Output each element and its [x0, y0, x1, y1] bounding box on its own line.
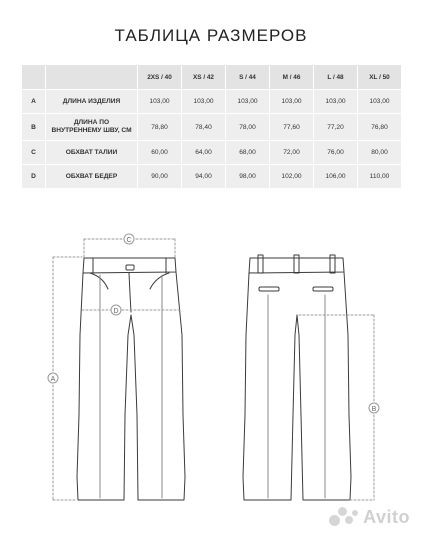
front-fly [129, 273, 131, 312]
table-cell: 78,00 [226, 114, 270, 141]
table-row [22, 90, 402, 114]
table-cell: 94,00 [182, 165, 226, 189]
row-param-name: ДЛИНА ПО ВНУТРЕННЕМУ ШВУ, СМ [46, 114, 138, 141]
row-param-name: ОБХВАТ ТАЛИИ [46, 141, 138, 165]
size-table [22, 65, 402, 189]
size-header: L / 48 [314, 65, 358, 90]
table-row [22, 165, 402, 189]
table-cell: 72,00 [270, 141, 314, 165]
table-cell: 77,60 [270, 114, 314, 141]
table-cell: 103,00 [226, 90, 270, 114]
trousers-diagram [0, 215, 422, 515]
back-pocket-right [313, 287, 333, 291]
front-pocket-left [90, 273, 108, 289]
table-row [22, 114, 402, 141]
header-param-cell [46, 65, 138, 90]
marker-d-label: D [113, 308, 119, 315]
back-outline [243, 272, 351, 500]
row-letter: C [22, 141, 46, 165]
table-cell: 77,20 [314, 114, 358, 141]
table-cell: 76,00 [314, 141, 358, 165]
measure-b [299, 315, 374, 500]
watermark-text: Avito [363, 506, 410, 527]
table-header-row [22, 65, 402, 90]
size-header: M / 46 [270, 65, 314, 90]
table-cell: 103,00 [358, 90, 402, 114]
row-param-name: ДЛИНА ИЗДЕЛИЯ [46, 90, 138, 114]
table-row [22, 141, 402, 165]
row-letter: B [22, 114, 46, 141]
marker-a-label: A [50, 376, 56, 383]
size-header: XL / 50 [358, 65, 402, 90]
table-cell: 103,00 [270, 90, 314, 114]
trousers-back [243, 255, 351, 500]
row-letter: A [22, 90, 46, 114]
table-cell: 98,00 [226, 165, 270, 189]
front-pocket-right [150, 273, 169, 289]
row-param-name: ОБХВАТ БЕДЕР [46, 165, 138, 189]
table-cell: 110,00 [358, 165, 402, 189]
size-header: XS / 42 [182, 65, 226, 90]
table-cell: 64,00 [182, 141, 226, 165]
table-cell: 90,00 [138, 165, 182, 189]
table-cell: 68,00 [226, 141, 270, 165]
size-header: S / 44 [226, 65, 270, 90]
table-cell: 103,00 [182, 90, 226, 114]
table-cell: 80,00 [358, 141, 402, 165]
row-letter: D [22, 165, 46, 189]
table-cell: 78,80 [138, 114, 182, 141]
table-cell: 102,00 [270, 165, 314, 189]
marker-c-label: C [126, 237, 132, 244]
trousers-front [77, 258, 185, 500]
page-title: ТАБЛИЦА РАЗМЕРОВ [114, 26, 308, 45]
table-cell: 76,80 [358, 114, 402, 141]
size-header: 2XS / 40 [138, 65, 182, 90]
marker-b-label: B [371, 406, 377, 413]
table-cell: 103,00 [314, 90, 358, 114]
table-cell: 60,00 [138, 141, 182, 165]
table-cell: 103,00 [138, 90, 182, 114]
header-letter-cell [22, 65, 46, 90]
avito-watermark [329, 506, 410, 528]
back-pocket-left [259, 287, 279, 291]
table-cell: 106,00 [314, 165, 358, 189]
table-cell: 78,40 [182, 114, 226, 141]
avito-logo-icon [329, 506, 359, 528]
front-button [126, 265, 134, 270]
